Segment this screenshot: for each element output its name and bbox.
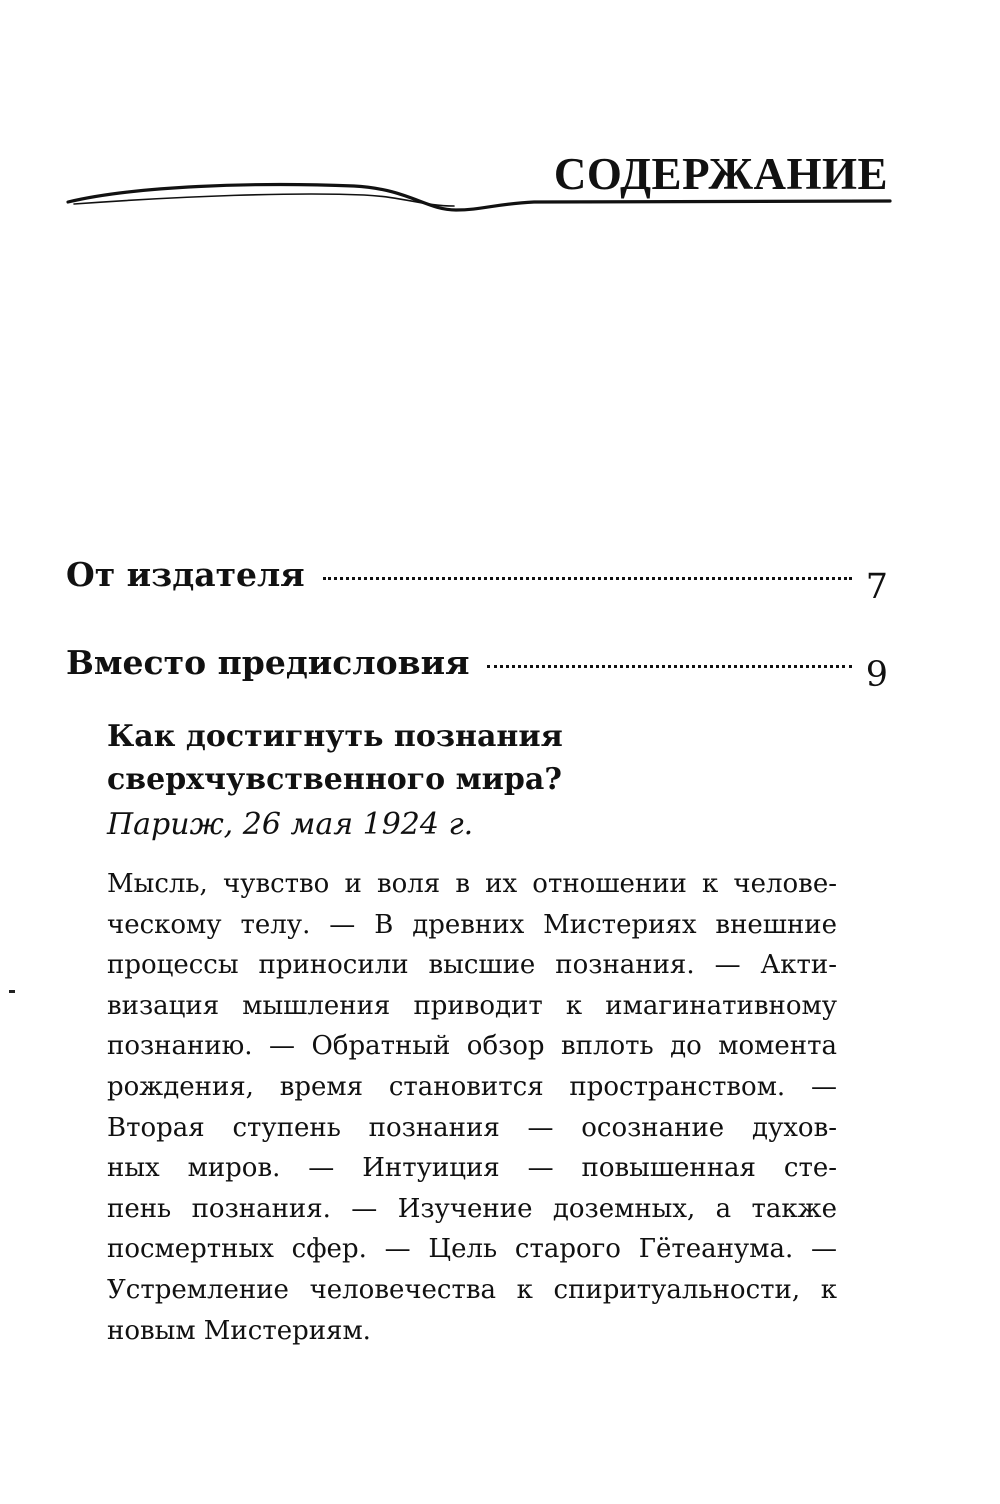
- lecture-summary: [107, 864, 837, 1351]
- summary-line: процессы приносили высшие познания. — Акти-: [107, 950, 837, 981]
- summary-line: ных миров. — Интуиция — повышенная сте-: [107, 1153, 837, 1184]
- lecture-title[interactable]: [107, 715, 807, 801]
- title-underline-swash: [64, 176, 894, 216]
- summary-line: пень познания. — Изучение доземных, а также: [107, 1193, 837, 1224]
- toc-entry-label: От издателя: [66, 555, 305, 594]
- page-title: СОДЕРЖАНИЕ: [553, 149, 888, 199]
- toc-page-number: 9: [865, 655, 888, 695]
- summary-line: Устремление человечества к спиритуальности, к: [107, 1274, 837, 1305]
- toc-leader-dots: [323, 577, 852, 580]
- toc-entry-from-publisher[interactable]: [66, 555, 888, 607]
- summary-line: ческому телу. — В древних Мистериях внешние: [107, 909, 837, 940]
- lecture-place-date: Париж, 26 мая 1924 г.: [107, 807, 474, 842]
- summary-line: визация мышления приводит к имагинативному: [107, 990, 837, 1021]
- toc-entry-instead-of-preface[interactable]: [66, 643, 888, 695]
- lecture-title-line: сверхчувственного мира?: [107, 762, 562, 797]
- scan-speck: [9, 990, 15, 993]
- summary-line: Вторая ступень познания — осознание духов-: [107, 1112, 837, 1143]
- summary-line: посмертных сфер. — Цель старого Гётеанума. —: [107, 1234, 837, 1265]
- summary-line: новым Мистериям.: [107, 1315, 371, 1346]
- summary-line: рождения, время становится пространством. —: [107, 1071, 837, 1102]
- toc-leader-dots: [487, 665, 851, 668]
- toc-entry-label: Вместо предисловия: [66, 643, 470, 682]
- toc-page-number: 7: [865, 567, 888, 607]
- summary-line: познанию. — Обратный обзор вплоть до момента: [107, 1031, 837, 1062]
- lecture-title-line: Как достигнуть познания: [107, 719, 563, 754]
- summary-line: Мысль, чувство и воля в их отношении к челове-: [107, 869, 837, 899]
